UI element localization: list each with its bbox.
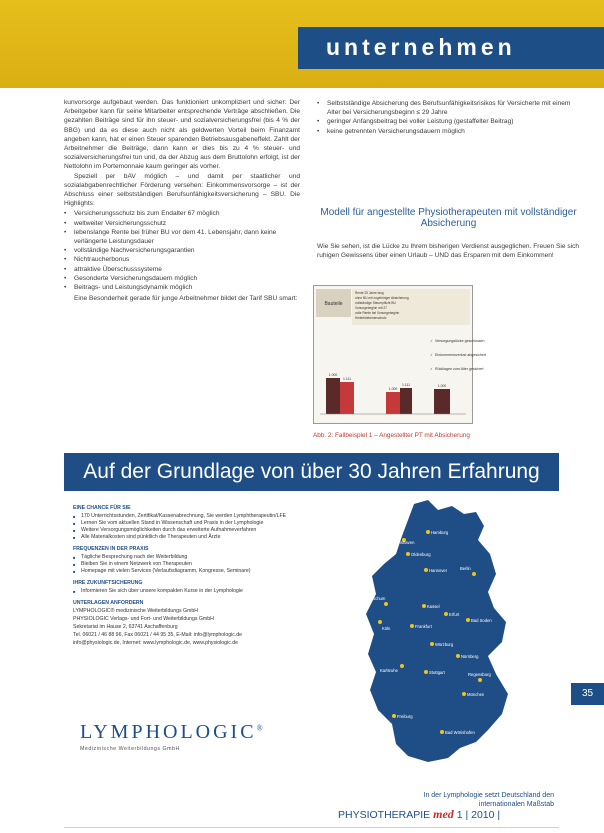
journal-med: med bbox=[433, 807, 454, 821]
list-item: • geringer Anfangsbeitrag bei voller Leistung (gestaffelter Beitrag) bbox=[327, 117, 580, 126]
map-city-label: Stuttgart bbox=[429, 670, 445, 675]
contact-line: LYMPHOLOGIC® medizinische Weiterbildungs GmbH bbox=[73, 608, 199, 614]
map-marker bbox=[424, 670, 428, 674]
list-item: • Selbstständige Absicherung des Berufsunfähigkeitsrisikos für Versicherte mit einem Alter bei Versicherungsbeginn ≤ 29 Jahre bbox=[327, 99, 580, 117]
map-city-label: Würzburg bbox=[435, 642, 454, 647]
map-city-label: Nürnberg bbox=[461, 654, 479, 659]
ad-section-title: FREQUENZEN IN DER PRAXIS bbox=[73, 546, 149, 552]
map-marker bbox=[424, 568, 428, 572]
header-band bbox=[0, 0, 604, 88]
list-item: • keine getrennten Versicherungsdauern möglich bbox=[327, 127, 580, 136]
map-city-label: Bad Soden bbox=[471, 618, 492, 623]
map-city-label: München bbox=[467, 692, 485, 697]
checklist-mark: ✓ bbox=[430, 367, 434, 371]
article-paragraph: Eine Besonderheit gerade für junge Arbeitnehmer bildet der Tarif SBU smart: bbox=[74, 295, 298, 303]
map-marker bbox=[478, 678, 482, 682]
logo-wordmark: LYMPHOLOGIC bbox=[80, 721, 257, 743]
checklist-item: Einkommensverlust abgesichert bbox=[435, 353, 486, 357]
map-marker bbox=[466, 618, 470, 622]
list-item: ■ Lernen Sie vom aktuellen Stand in Wissenschaft und Praxis in der Lymphologie bbox=[81, 520, 373, 527]
map-city-label: Erfurt bbox=[449, 612, 460, 617]
figure-list-item: vollständige Steuerpflicht BU bbox=[355, 301, 396, 305]
article-paragraph: kunvorsorge aufgebaut werden. Das funktioniert unkompliziert und sicher: Der Arbeitgeber kann für seine Mitarbeiter entsprechende Verträge abschließen. Die gezahlten Beiträge sind für ihn steuer- und sozialversicherungsfrei (bis 4 % der BBG) und da es diese auch nicht als geldwerten Vorteil beim Finanzamt angeben kann, hat er einen Steuer sparenden Betriebsausgabeneffekt. Zahlt der Arbeitnehmer die Beiträge, dann kann er dies bis zu 4 % steuer- und sozialversicherungsfrei tun und, da der Abzug aus dem Bruttolohn erfolgt, ist der Nettolohn im Portemonnaie kaum geringer als vorher. bbox=[64, 99, 300, 171]
figure-value-label: 1.000 bbox=[388, 387, 398, 391]
section-tab bbox=[298, 27, 604, 69]
sbu-smart-list bbox=[317, 99, 580, 136]
map-marker bbox=[430, 642, 434, 646]
figure-bar bbox=[386, 392, 400, 414]
map-marker bbox=[392, 714, 396, 718]
map-city-label: Oldenburg bbox=[411, 552, 431, 557]
map-marker bbox=[410, 624, 414, 628]
ad-section-title: IHRE ZUKUNFTSICHERUNG bbox=[73, 580, 143, 586]
ad-section-list bbox=[73, 588, 373, 595]
list-item: • Nichtraucherbonus bbox=[74, 255, 300, 264]
ad-section-list bbox=[73, 513, 373, 541]
ad-benefits bbox=[73, 505, 373, 647]
figure-value-label: 1.000 bbox=[437, 384, 447, 388]
page-number: 35 bbox=[571, 683, 604, 705]
figure-list-item: Rente 25 Jahre lang bbox=[355, 291, 384, 295]
ad-section-title: EINE CHANCE FÜR SIE bbox=[73, 505, 131, 511]
list-item: • lebenslange Rente bei früher BU vor dem 41. Lebensjahr, dann keine verlängerte Leistungsdauer bbox=[74, 228, 300, 246]
map-city-label: Köln bbox=[382, 626, 391, 631]
map-marker bbox=[400, 664, 404, 668]
figure-bar bbox=[434, 389, 450, 414]
map-marker bbox=[384, 602, 388, 606]
list-item: ■ 170 Unterrichtsstunden, Zertifikat/Kassenabrechnung, Sie werden Lymphtherapeutin/LFE bbox=[81, 513, 373, 520]
map-city-label: Karlsruhe bbox=[380, 668, 398, 673]
map-marker bbox=[456, 654, 460, 658]
figure-bar bbox=[326, 378, 340, 414]
contact-line: info@physiologic.de, Internet: www.lymphologic.de, www.physiologic.de bbox=[73, 640, 239, 646]
list-item: • Beitrags- und Leistungsdynamik möglich bbox=[74, 283, 300, 292]
list-item: ■ Tägliche Besprechung nach der Weiterbildung bbox=[81, 554, 373, 561]
figure-list-item: ohne BU mit zugehöriger Absicherung bbox=[355, 296, 409, 300]
checklist-mark: ✓ bbox=[430, 353, 434, 357]
contact-title: UNTERLAGEN ANFORDERN bbox=[73, 600, 144, 606]
map-marker bbox=[440, 730, 444, 734]
left-column bbox=[64, 98, 300, 303]
figure-value-label: 1.000 bbox=[328, 373, 338, 377]
list-item: ■ Weitere Versorgungsmöglichkeiten durch das erweiterte Aufnahmeverfahren bbox=[81, 527, 373, 534]
figure-label: Bauteile bbox=[324, 301, 343, 307]
case-study-graphic bbox=[314, 286, 486, 423]
registered-mark: ® bbox=[256, 723, 266, 733]
map-city-label: Hannover bbox=[429, 568, 448, 573]
list-item: • Gesonderte Versicherungsdauern möglich bbox=[74, 274, 300, 283]
map-city-label: Kassel bbox=[427, 604, 440, 609]
map-city-label: Freiburg bbox=[397, 714, 413, 719]
list-item: ■ Alle Materialkosten sind pünktlich die Therapeuten und Ärzte bbox=[81, 534, 373, 541]
list-item: • Versicherungsschutz bis zum Endalter 67 möglich bbox=[74, 209, 300, 218]
map-city-label: Wilhelmshaven bbox=[386, 540, 415, 545]
checklist-item: Rücklagen zum Alter gesichert bbox=[435, 367, 484, 371]
issue-number: 1 | 2010 | bbox=[456, 809, 501, 821]
figure-list-item: Hinterbliebenenschutz bbox=[355, 316, 387, 320]
contact-line: Sekretariat im Hause 2, 63741 Aschaffenburg bbox=[73, 624, 178, 630]
list-item: ■ Informieren Sie sich über unsere kompakten Kurse in der Lymphologie bbox=[81, 588, 373, 595]
map-marker bbox=[462, 692, 466, 696]
section-title: unternehmen bbox=[326, 34, 516, 60]
ad-section-list bbox=[73, 554, 373, 575]
list-item: • vollständige Nachversicherungsgarantien bbox=[74, 246, 300, 255]
map-city-label: Bad Wörishofen bbox=[445, 730, 475, 735]
list-item: • attraktive Überschusssysteme bbox=[74, 265, 300, 274]
figure-list-item: Vorsorgebeginn mit 27 bbox=[355, 306, 387, 310]
map-marker bbox=[406, 552, 410, 556]
map-marker bbox=[422, 604, 426, 608]
case-study-figure bbox=[313, 285, 486, 424]
figure-value-label: 1.111 bbox=[343, 377, 351, 381]
ad-banner-title: Auf der Grundlage von über 30 Jahren Erfahrung bbox=[64, 453, 559, 491]
journal-title: PHYSIOTHERAPIE bbox=[338, 809, 431, 821]
contact-line: PHYSIOLOGIC Verlags- und Fort- und Weiterbildungs GmbH bbox=[73, 616, 214, 622]
map-marker bbox=[426, 530, 430, 534]
lymphologic-logo bbox=[80, 721, 266, 752]
right-column bbox=[317, 98, 580, 138]
contact-line: Tel. 06021 / 46 88 96, Fax 06021 / 44 95 35, E-Mail: info@lymphologic.de bbox=[73, 632, 243, 638]
list-item: ■ Bleiben Sie in einem Netzwerk von Therapeuten bbox=[81, 561, 373, 568]
journal-footer bbox=[338, 807, 588, 822]
figure-list-item: volle Rente bei Vorsorgebeginn bbox=[355, 311, 400, 315]
map-marker bbox=[472, 572, 476, 576]
model-heading: Modell für angestellte Physiotherapeuten mit vollständiger Absicherung bbox=[320, 207, 577, 229]
checklist-mark: ✓ bbox=[430, 339, 434, 343]
map-city-label: Frankfurt bbox=[415, 624, 432, 629]
list-item: • weltweiter Versicherungsschutz bbox=[74, 219, 300, 228]
figure-bar bbox=[340, 382, 354, 414]
map-city-label: Bochum bbox=[370, 596, 386, 601]
article-paragraph: Speziell per bAV möglich – und damit per staatlicher und sozialabgabenrechtlicher Förderung versehen: Einkommensvorsorge – ist der Abschluss einer selbstständigen Berufsunfähigkeitsversicherung – SBU. Die Highlights: bbox=[64, 172, 300, 208]
map-city-label: Berlin bbox=[460, 566, 471, 571]
list-item: ■ Homepage mit vielen Services (Verlaufsdiagramm, Kongresse, Seminare) bbox=[81, 568, 373, 575]
ad-claim: In der Lymphologie setzt Deutschland den internationalen Maßstab bbox=[423, 792, 554, 808]
germany-map bbox=[356, 496, 516, 786]
checklist-item: Versorgungslücke geschlossen bbox=[435, 339, 485, 343]
map-city-label: Hamburg bbox=[431, 530, 449, 535]
map-marker bbox=[444, 612, 448, 616]
figure-value-label: 1.111 bbox=[402, 383, 410, 387]
highlights-list bbox=[64, 209, 300, 292]
model-intro: Wie Sie sehen, ist die Lücke zu Ihrem bisherigen Verdienst ausgeglichen. Freuen Sie sich ruhigen Gewissens über einen Urlaub – UND das Ersparen mit dem Einkommen! bbox=[317, 243, 580, 260]
map-city-label: Regensburg bbox=[468, 672, 491, 677]
figure-bar bbox=[400, 388, 412, 414]
logo-tagline: Medizinische Weiterbildungs GmbH bbox=[80, 746, 180, 752]
map-marker bbox=[378, 620, 382, 624]
figure-caption: Abb. 2: Fallbeispiel 1 – Angestellter PT mit Absicherung bbox=[313, 432, 470, 439]
